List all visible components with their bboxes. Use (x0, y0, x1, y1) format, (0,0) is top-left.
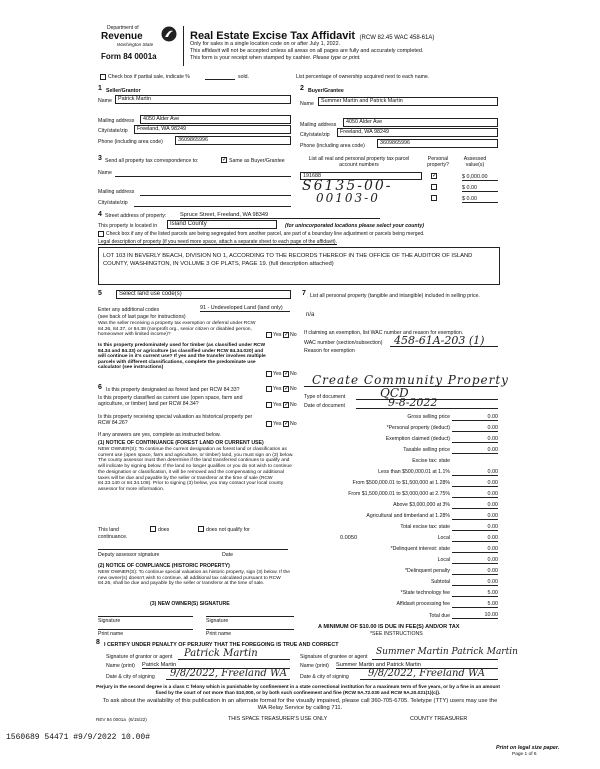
county-label: This property is located in (98, 223, 158, 229)
same-as-buyer-label: Same as Buyer/Grantee (229, 158, 285, 164)
sec5-q1: Was the seller receiving a property tax exemption or deferral under RCW 84.36, 84.37, or 84.38 (nonprofit org., senior citizen or disabled person, homeowner with limited income)? (98, 321, 256, 338)
continuance-label: continuance. (98, 534, 128, 540)
tax-row-value[interactable]: 0.00 (487, 546, 498, 552)
sec7-label: List all personal property (tangible and intangible) included in selling price. (310, 293, 480, 299)
owner-print-line-1[interactable] (98, 629, 193, 630)
tax-row-value[interactable]: 0.00 (487, 436, 498, 442)
tax-line (452, 420, 498, 421)
personal-2-checkbox[interactable] (431, 184, 437, 190)
rev-number (96, 717, 147, 723)
owner-print-label-2: Print name (206, 631, 232, 637)
segregated-checkbox[interactable] (98, 231, 104, 237)
exemption-label: If claiming an exemption, list WAC number and reason for exemption. (304, 330, 464, 336)
sec6-q2-answer (266, 402, 296, 409)
see-instructions: *SEE INSTRUCTIONS (370, 631, 423, 637)
tax-row-value[interactable]: 0.00 (487, 425, 498, 431)
revenue-logo (101, 24, 181, 64)
grantee-date-line[interactable] (360, 679, 498, 680)
sold-label: sold. (238, 74, 249, 80)
sec6-answer-note: If any answers are yes, complete as instructed below. (98, 432, 221, 438)
tax-row-label: Agricultural and timberland at 1.28% (366, 513, 450, 519)
handwritten-parcel-1: S6135-00- (302, 178, 393, 194)
tax-line (452, 552, 498, 553)
county-select[interactable]: Island County (167, 220, 277, 229)
deputy-label: Deputy assessor signature (98, 552, 160, 558)
tax-table (300, 414, 500, 624)
sec5-q1-no-checkbox[interactable]: ✓ (284, 332, 290, 338)
assessed-1: $ 0,000.00 (462, 174, 488, 180)
grantee-signature: Summer Martin Patrick Martin (376, 647, 518, 657)
compliance-heading: (2) NOTICE OF COMPLIANCE (HISTORIC PROPERTY) (98, 563, 230, 569)
parcel-header: List all real and personal property tax parcel account numbers (308, 156, 410, 168)
assessed-3-line (462, 202, 498, 203)
sec6-q1-yes-label: Yes (273, 386, 282, 392)
tax-row-label: *State technology fee (400, 590, 450, 596)
buyer-name-field[interactable]: Summer Martin and Patrick Martin (318, 97, 498, 106)
accessibility-notice: To ask about the availability of this publication in an alternate format for the visually impaired, please call 360-705-6705. Teletype (TTY) users may use the WA Relay Service by calling 711. (102, 698, 498, 711)
sec5-q2-no-checkbox[interactable]: ✓ (284, 371, 290, 377)
revenue-swoosh-icon (161, 26, 177, 42)
rev-label: REV 84 0001a (96, 717, 126, 722)
tax-line (452, 541, 498, 542)
tax-line (452, 431, 498, 432)
agency-name: Revenue (101, 31, 143, 42)
does-checkbox[interactable] (150, 526, 156, 532)
tax-line (452, 508, 498, 509)
tax-row-label: From $1,500,000.01 to $3,000,000 at 2.75% (348, 491, 450, 497)
buyer-heading: Buyer/Grantee (308, 88, 344, 94)
tax-row-label: Total due (428, 613, 450, 619)
does-not-checkbox[interactable] (198, 526, 204, 532)
grantor-sig-line[interactable] (178, 659, 290, 660)
legal-description-text: LOT 103 IN BEVERLY BEACH, DIVISION NO 1, ACCORDING TO THE RECORDS THEREOF IN THE OFFICE OF THE AUDITOR OF ISLAND COUNTY, WASHINGTON, IN VOLUME 3 OF PLATS, PAGE 19. (full description attached) (103, 253, 473, 267)
grantor-name[interactable]: Patrick Martin (142, 662, 290, 669)
rev-date: (6/15/22) (128, 717, 147, 722)
buyer-city-field[interactable]: Freeland, WA 98249 (337, 128, 498, 137)
seller-num: 1 (98, 85, 102, 92)
sec6-q1-no-checkbox[interactable]: ✓ (284, 386, 290, 392)
tax-row-label: Less than $500,000.01 at 1.1% (378, 469, 450, 475)
seller-city-field[interactable]: Freeland, WA 98249 (134, 125, 291, 134)
tax-row-value[interactable]: 0.00 (487, 524, 498, 530)
sec7-na[interactable]: n/a (306, 312, 315, 318)
state-line: Washington State (117, 42, 154, 47)
sec4-num: 4 (98, 211, 102, 218)
owner-sig-line-1[interactable] (98, 616, 193, 617)
tax-row-label: Affidavit processing fee (396, 601, 450, 607)
sec8-num: 8 (96, 639, 100, 646)
sec5-q2: Is this property predominately used for timber (as classified under RCW 84.34 and 84.33) or agriculture (as classified under RCW 84.34.020) and will continue in it's current use? If yes and the transfer involves multiple parcels with different classifications, complete the predominate use calculator (see instructions) (98, 343, 266, 371)
grantee-name-label: Name (print) (300, 663, 329, 669)
sec6-q1-yes-checkbox[interactable] (266, 386, 272, 392)
assessed-3: $ 0.00 (462, 196, 477, 202)
sec5-num: 5 (98, 290, 102, 297)
does-not-label: does not qualify for (206, 527, 250, 533)
date-doc-label: Date of document (304, 403, 345, 409)
sec3-label: Send all property tax correspondence to: (105, 158, 199, 164)
sec3-city-label: City/state/zip (98, 200, 128, 206)
tax-row-value[interactable]: 0.00 (487, 502, 498, 508)
buyer-addr-field[interactable]: 4050 Alder Ave (343, 118, 498, 127)
page-number: Page 1 of 6 (512, 752, 537, 757)
sec7-num: 7 (302, 290, 306, 297)
parcel-1-field[interactable]: 191688 (300, 172, 422, 180)
same-as-buyer-checkbox[interactable]: ✓ (222, 157, 228, 163)
sec6-q3: Is this property receiving special valuation as historical property per RCW 84.26? (98, 414, 253, 426)
owner-sig-line-2[interactable] (206, 616, 294, 617)
note3-italic: Please type or print. (312, 55, 361, 61)
new-owner-sig-heading: (3) NEW OWNER(S) SIGNATURE (150, 601, 230, 607)
note3-text: This form is your receipt when stamped by cashier. (190, 55, 312, 61)
sec6-q3-no-checkbox[interactable]: ✓ (284, 421, 290, 427)
sec6-q2: Is this property classified as current use (open space, farm and agriculture, or timber) land per RCW 84.34? (98, 395, 243, 407)
grantor-name-label: Name (print) (106, 663, 135, 669)
sec6-q2-no-label: No (290, 402, 297, 408)
minimum-due: A MINIMUM OF $10.00 IS DUE IN FEE(S) AND/OR TAX (318, 624, 460, 630)
tax-row-label: *Delinquent interest: state (390, 546, 450, 552)
seller-name-label: Name (98, 98, 112, 104)
handwritten-parcel-2: 00103-0 (316, 191, 380, 205)
sec3-name-label: Name (98, 170, 112, 176)
seller-heading: Seller/Grantor (106, 88, 141, 94)
partial-pct-line[interactable] (205, 79, 235, 80)
sec6-q1-no-label: No (290, 386, 297, 392)
seller-addr-label: Mailing address (98, 118, 135, 124)
seller-phone-label: Phone (including area code) (98, 139, 163, 145)
seller-phone-field[interactable]: 3609865996 (175, 136, 291, 145)
header-note-3 (190, 55, 361, 61)
tax-line (452, 453, 498, 454)
tax-line (452, 442, 498, 443)
tax-row-value[interactable]: 0.00 (487, 535, 498, 541)
handwritten-doc-date: 9-8-2022 (388, 396, 438, 409)
legal-paper-note: Print on legal size paper. (496, 745, 560, 751)
sec6-q3-answer (266, 421, 296, 428)
tax-row-value[interactable]: 0.00 (487, 414, 498, 420)
grantee-date-label: Date & city of signing (300, 674, 349, 680)
seller-addr-field[interactable]: 4050 Alder Ave (140, 115, 291, 124)
tax-row-value[interactable]: 0.00 (487, 491, 498, 497)
personal-header: Personal property? (427, 156, 449, 168)
sec3-name-line[interactable] (115, 176, 291, 177)
header-note-2: This affidavit will not be accepted unless all areas on all pages are fully and accurately completed. (190, 48, 424, 54)
tax-row-value[interactable]: 0.00 (487, 513, 498, 519)
this-land-label: This land (98, 527, 120, 533)
tax-line (452, 563, 498, 564)
tax-row-label: Local (437, 557, 450, 563)
tax-line (452, 519, 498, 520)
buyer-num: 2 (300, 85, 304, 92)
assessed-2-line (462, 191, 498, 192)
tax-row-label: Local (437, 535, 450, 541)
grantee-name[interactable]: Summer Martin and Patrick Martin (336, 662, 498, 669)
tax-line (452, 574, 498, 575)
handwritten-reason: Create Community Property (312, 373, 509, 387)
recording-stamp: 1560689 54471 #9/9/2022 10.00# (6, 733, 151, 742)
sec5-q2-answer (266, 371, 296, 378)
sec5-q2-yes-checkbox[interactable] (266, 371, 272, 377)
tax-line (452, 530, 498, 531)
tax-row-value[interactable]: 0.00 (487, 568, 498, 574)
tax-row-label: Exemption claimed (deduct) (385, 436, 450, 442)
type-doc-label: Type of document (304, 394, 346, 400)
statute-text: (RCW 82.45 WAC 458-61A) (359, 35, 435, 41)
owner-sig-label-2: Signature (206, 618, 229, 624)
personal-1-checkbox[interactable]: ✓ (432, 173, 438, 179)
deputy-date-label: Date (222, 552, 233, 558)
deputy-sig-line[interactable] (98, 549, 288, 550)
sec5-q1-yes-checkbox[interactable] (266, 332, 272, 338)
perjury-notice: Perjury in the second degree is a class C felony which is punishable by confinement in a state correctional institution for a maximum term of five years, or by a fine in an amount fixed by the court of not more than $10,000, or by both such confinement and fine (RCW 9A.72.030 and RCW 9A.20.021(1)(c)). (96, 685, 500, 696)
sec6-q3-no-label: No (290, 421, 297, 427)
county-treasurer: COUNTY TREASURER (410, 716, 468, 722)
treasurer-use-only: THIS SPACE TREASURER'S USE ONLY (228, 716, 328, 722)
sec3-addr-label: Mailing address (98, 189, 135, 195)
grantor-date-label: Date & city of signing (106, 674, 155, 680)
sec5-q2-yes-label: Yes (273, 371, 282, 377)
local-rate: 0.0050 (340, 535, 358, 541)
reason-label: Reason for exemption (304, 348, 355, 354)
owner-print-line-2[interactable] (206, 629, 294, 630)
continuance-heading: (1) NOTICE OF CONTINUANCE (FOREST LAND OR CURRENT USE) (98, 440, 264, 446)
handwritten-type: QCD (380, 386, 409, 400)
assessed-2: $ 0.00 (462, 185, 477, 191)
tax-row-value[interactable]: 0.00 (487, 579, 498, 585)
grantee-sig-line[interactable] (372, 659, 498, 660)
partial-sale-label: Check box if partial sale, indicate % (108, 74, 190, 80)
sec6-num: 6 (98, 384, 102, 391)
sec6-q1-answer (266, 386, 296, 393)
sec6-q3-yes-checkbox[interactable] (266, 421, 272, 427)
tax-row-label: Taxable selling price (403, 447, 450, 453)
legal-description-box[interactable] (98, 247, 500, 285)
sec4-street-label: Street address of property: (105, 213, 167, 219)
form-number: Form 84 0001a (101, 52, 157, 61)
land-use-select[interactable]: Select land use code(s) (116, 290, 291, 299)
grantee-date-handwritten: 9/8/2022, Freeland WA (368, 668, 486, 679)
assessed-1-line (462, 180, 498, 181)
buyer-phone-label: Phone (including area code) (300, 143, 365, 149)
grantor-date-handwritten: 9/8/2022, Freeland WA (170, 668, 288, 679)
seller-city-label: City/state/zip (98, 128, 128, 134)
tax-line (452, 475, 498, 476)
sec6-q3-yes-label: Yes (273, 421, 282, 427)
sec4-street-value[interactable]: Spruce Street, Freeland, WA 98349 (180, 212, 380, 219)
personal-3-checkbox[interactable] (431, 195, 437, 201)
does-label: does (158, 527, 170, 533)
wac-label: WAC number (section/subsection) (304, 340, 383, 346)
dept-line: Department of (107, 25, 139, 31)
tax-row-label: From $500,000.01 to $1,500,000 at 1.28% (352, 480, 450, 486)
tax-row-value[interactable]: 0.00 (487, 447, 498, 453)
header-note-1: Only for sales in a single location code on or after July 1, 2022. (190, 41, 341, 47)
additional-codes-label: Enter any additional codes (98, 307, 160, 313)
sec6-q2-no-checkbox[interactable]: ✓ (284, 402, 290, 408)
tax-row-label: *Delinquent penalty (405, 568, 450, 574)
sec6-q2-yes-checkbox[interactable] (266, 402, 272, 408)
tax-row-label: *Personal property (deduct) (386, 425, 450, 431)
sec3-city-line[interactable] (134, 206, 291, 207)
sec5-q2-no-label: No (290, 371, 297, 377)
county-note: (for unincorporated locations please select your county) (285, 223, 424, 229)
tax-row-value[interactable]: 5.00 (487, 601, 498, 607)
tax-line (452, 486, 498, 487)
grantor-signature: Patrick Martin (184, 648, 258, 659)
buyer-name-label: Name (300, 101, 314, 107)
partial-sale-checkbox[interactable] (100, 74, 106, 80)
legal-label: Legal description of property (if you need more space, attach a separate sheet to each page of the affidavit). (98, 239, 337, 245)
tax-line (452, 585, 498, 586)
sec5-q1-yes-label: Yes (273, 332, 282, 338)
tax-row-label: Total excise tax: state (400, 524, 450, 530)
tax-row-label: Subtotal (430, 579, 450, 585)
continuance-text: NEW OWNER(S): To continue the current designation as forest land or classification as current use (open space, farm and agriculture, or timber) land, you must sign on (3) below. The county assessor must then determine if the land transferred continues to qualify and will indicate by signing below. If the land no longer qualifies or you do not wish to continue the designation or classification, it will be removed and the compensating or additional taxes will be due and payable by the seller or transferor at the time of sale (RCW 84.33.140 or 84.34.108). Prior to signing (3) below, you may contact your local county assessor for more information. (98, 447, 294, 492)
tax-row-label: Excise tax: state (412, 458, 450, 464)
tax-line (452, 618, 498, 619)
tax-row-value[interactable]: 0.00 (487, 480, 498, 486)
buyer-city-label: City/state/zip (300, 132, 330, 138)
sec5-q1-no-label: No (290, 332, 297, 338)
title-text: Real Estate Excise Tax Affidavit (190, 30, 356, 42)
sec3-num: 3 (98, 155, 102, 162)
certify-text: I CERTIFY UNDER PENALTY OF PERJURY THAT THE FOREGOING IS TRUE AND CORRECT (104, 642, 339, 648)
tax-row-value[interactable]: 0.00 (487, 469, 498, 475)
sec5-q1-answer (266, 332, 296, 339)
additional-codes-value[interactable]: 91 - Undeveloped Land (land only) (200, 305, 290, 312)
sec6-q1: Is this property designated as forest land per RCW 84.33? (106, 387, 240, 393)
owner-print-label-1: Print name (98, 631, 124, 637)
owner-sig-label-1: Signature (98, 618, 121, 624)
tax-row-label: Gross selling price (407, 414, 450, 420)
handwritten-wac: 458-61A-203 (1) (394, 334, 485, 347)
tax-line (452, 497, 498, 498)
grantee-sig-label: Signature of grantee or agent (300, 654, 368, 660)
buyer-addr-label: Mailing address (300, 122, 337, 128)
tax-row-value[interactable]: 10.00 (484, 612, 498, 618)
compliance-text: NEW OWNER(S): To continue special valuation as historic property, sign (3) below. If the new owner(s) doesn't wish to continue, all additional tax calculated pursuant to RCW 84.26, shall be due and payable by the seller or transferor at the time of sale. (98, 570, 290, 587)
pct-ownership-note: List percentage of ownership acquired next to each name. (296, 74, 430, 80)
header-divider (183, 26, 184, 66)
buyer-phone-field[interactable]: 3609865996 (377, 139, 498, 148)
tax-line (452, 596, 498, 597)
seller-name-field[interactable]: Patrick Martin (115, 95, 291, 104)
tax-row-label: Above $3,000,000 at 3% (393, 502, 450, 508)
segregated-label: Check box if any of the listed parcels are being segregated from another parcel, are part of a boundary line adjustment or parcels being merged. (106, 231, 425, 237)
tax-row-value[interactable]: 5.00 (487, 590, 498, 596)
see-back-note: (see back of last page for instructions) (98, 314, 186, 320)
tax-line (452, 607, 498, 608)
grantor-sig-label: Signature of grantor or agent (106, 654, 173, 660)
sec3-addr-line[interactable] (140, 195, 291, 196)
assessed-header: Assessed value(s) (463, 156, 487, 168)
sec6-q2-yes-label: Yes (273, 402, 282, 408)
grantor-date-line[interactable] (166, 679, 290, 680)
tax-row-value[interactable]: 0.00 (487, 557, 498, 563)
